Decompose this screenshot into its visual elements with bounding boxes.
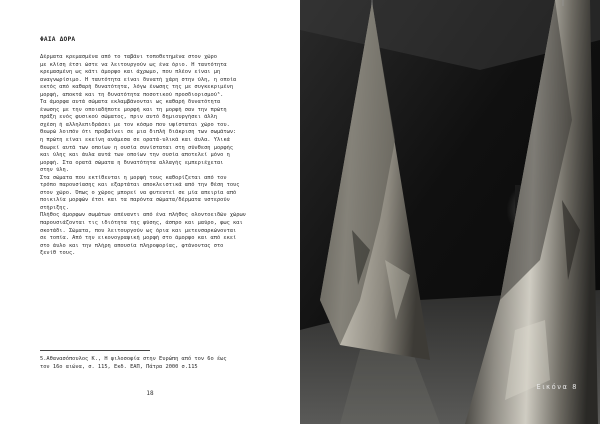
body-line: στο άυλο και την πλήρη απουσία πληροφορίας, φτάνοντας στο xyxy=(40,242,224,249)
body-line: σκοτάδι. Σώματα, που λειτουργούν ως όρια και μετενσαρκώνονται xyxy=(40,227,237,234)
body-line: Τα άμορφα αυτά σώματα εκλαμβάνονται ως καθαρή δυνατότητα xyxy=(40,99,221,106)
body-line: Πλήθος άμορφων σωμάτων απέναντι από ένα πλήθος ολοντοειδών χώρων xyxy=(40,212,246,219)
footnote-line: 5.Αθανασόπουλος Κ., Η φιλοσοφία στην Ευρώπη από τον 6ο έως xyxy=(40,356,227,362)
footnote xyxy=(40,356,290,371)
body-line: σε τοπία. Από την εικονογραφική μορφή στο άμορφο και από εκεί xyxy=(40,235,237,242)
body-line: πράξη ενός φυσικού σώματος, πριν αυτό δημιουργήσει άλλη xyxy=(40,114,217,121)
body-line: ξενίθ τους. xyxy=(40,250,76,257)
body-line: με κλίση έτσι ώστε να λειτουργούν ως ένα όριο. Η ταυτότητα xyxy=(40,61,227,68)
body-line: μορφή, αποκτά και τη δυνατότητα ποσοτικού προσδιορισμού⁵. xyxy=(40,91,224,98)
body-line: στον χώρο. Όπως ο χώρος μπορεί να φυτευτεί σε μία απειρία από xyxy=(40,189,237,196)
right-page-photo xyxy=(300,0,600,424)
footnote-divider xyxy=(40,350,150,351)
installation-photo xyxy=(300,0,600,424)
body-line: Θεωρώ λοιπόν ότι προβαίνει σε μια διπλή διάκριση των σωμάτων: xyxy=(40,129,237,136)
body-line: η πρώτη είναι εκείνη ανάμεσα σε ορατά-υλικά και άυλα. Υλικά xyxy=(40,137,230,144)
body-line: Στα σώματα που εκτίθενται η μορφή τους καθορίζεται από τον xyxy=(40,174,227,181)
footnote-line: τον 16ο αιώνα, σ. 115, Εκδ. ΕΑΠ, Πάτρα 2000 σ.115 xyxy=(40,363,198,370)
body-line: τρόπο παρουσίασης και εξαρτάται αποκλειστικά από την θέση τους xyxy=(40,182,240,189)
body-line: παρουσιάζονται τις ιδιότητα της φύσης, άσπρο και μαύρο, φως και xyxy=(40,220,243,227)
body-line: και ύλης και άυλα αυτά των οποίων την ουσία αποτελεί μόνο η xyxy=(40,152,230,159)
body-line: ένωσης με την οποιαδήποτε μορφή και τη μορφή σαν την πρώτη xyxy=(40,106,227,113)
body-line: στην ύλη. xyxy=(40,167,69,174)
body-line: εκτός από καθαρή δυνατότητα, λόγω ένωσης της με συγκεκριμένη xyxy=(40,84,234,91)
body-line: θεωρεί αυτά των οποίων η ουσία συνίσταται στη σύνθεση μορφής xyxy=(40,144,234,151)
body-line: σχέση ή αλληλεπιδράσει με τον κόσμο που υφίσταται χώρο του. xyxy=(40,121,230,128)
body-line: κρεμασμένη ως κάτι άμορφο και άχρωμο, που πλέον είναι μη xyxy=(40,69,221,76)
author-heading: ΦΑΙΑ ΔΟΡΑ xyxy=(40,36,76,43)
body-line: αναγνωρίσιμο. Η ταυτότητα είναι δυνατή χάρη στην ύλη, η οποία xyxy=(40,76,237,83)
body-text xyxy=(40,54,282,258)
page-number: 18 xyxy=(146,390,154,397)
body-line: μορφή. Στα ορατά σώματα η δυνατότητα αλλαγής εμπεριέχεται xyxy=(40,159,224,166)
figure-caption: Εικόνα 8 xyxy=(536,383,578,391)
body-line: Δέρματα κρεμασμένα από το ταβάνι τοποθετημένα στον χώρο xyxy=(40,54,217,60)
body-line: ποικιλία μορφών έτσι και τα παρόντα σώματα/δέρματα υστερούν xyxy=(40,197,230,204)
body-line: στήριξης. xyxy=(40,204,69,211)
